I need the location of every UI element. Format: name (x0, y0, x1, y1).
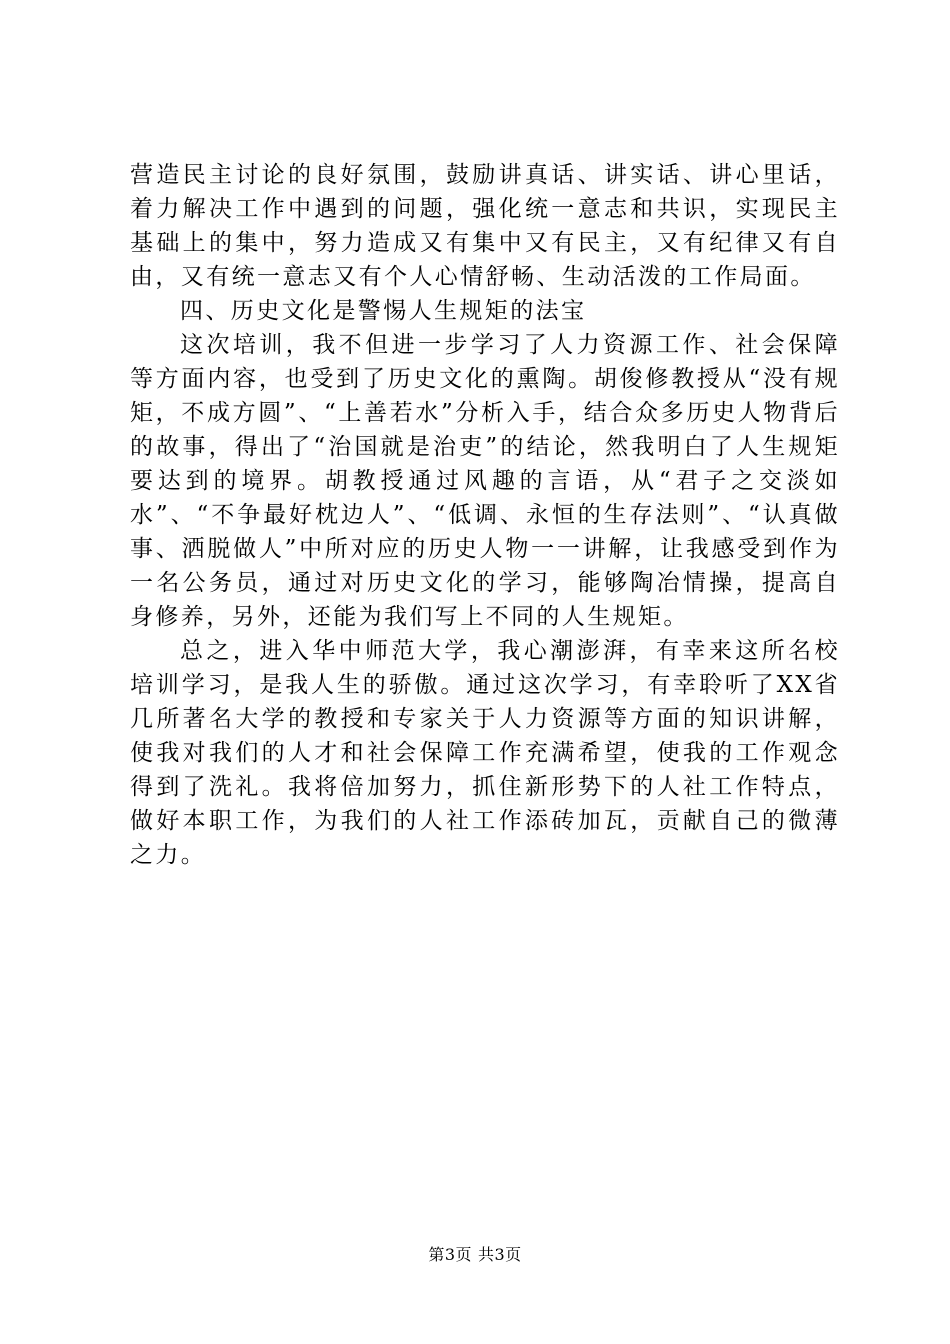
page-total: 共3页 (478, 1245, 522, 1264)
paragraph-continuation: 营造民主讨论的良好氛围，鼓励讲真话、讲实话、讲心里话，着力解决工作中遇到的问题，强化统一意志和共识，实现民主基础上的集中，努力造成又有集中又有民主，又有纪律又有自由，又有统一意志又有个人心情舒畅、生动活泼的工作局面。 (130, 162, 840, 290)
page-footer (0, 1244, 950, 1266)
document-body (130, 158, 840, 872)
page-number: 第3页 (428, 1245, 472, 1264)
section-heading: 四、历史文化是警惕人生规矩的法宝 (180, 298, 587, 324)
paragraph-conclusion: 总之，进入华中师范大学，我心潮澎湃，有幸来这所名校培训学习，是我人生的骄傲。通过这次学习，有幸聆听了XX省几所著名大学的教授和专家关于人力资源等方面的知识讲解，使我对我们的人才和社会保障工作充满希望，使我的工作观念得到了洗礼。我将倍加努力，抓住新形势下的人社工作特点，做好本职工作，为我们的人社工作添砖加瓦，贡献自己的微薄之力。 (130, 638, 840, 868)
paragraph-history-culture: 这次培训，我不但进一步学习了人力资源工作、社会保障等方面内容，也受到了历史文化的熏陶。胡俊修教授从“没有规矩，不成方圆”、“上善若水”分析入手，结合众多历史人物背后的故事，得出了“治国就是治吏”的结论，然我明白了人生规矩要达到的境界。胡教授通过风趣的言语，从“君子之交淡如水”、“不争最好枕边人”、“低调、永恒的生存法则”、“认真做事、洒脱做人”中所对应的历史人物一一讲解，让我感受到作为一名公务员，通过对历史文化的学习，能够陶冶情操，提高自身修养，另外，还能为我们写上不同的人生规矩。 (130, 332, 840, 630)
